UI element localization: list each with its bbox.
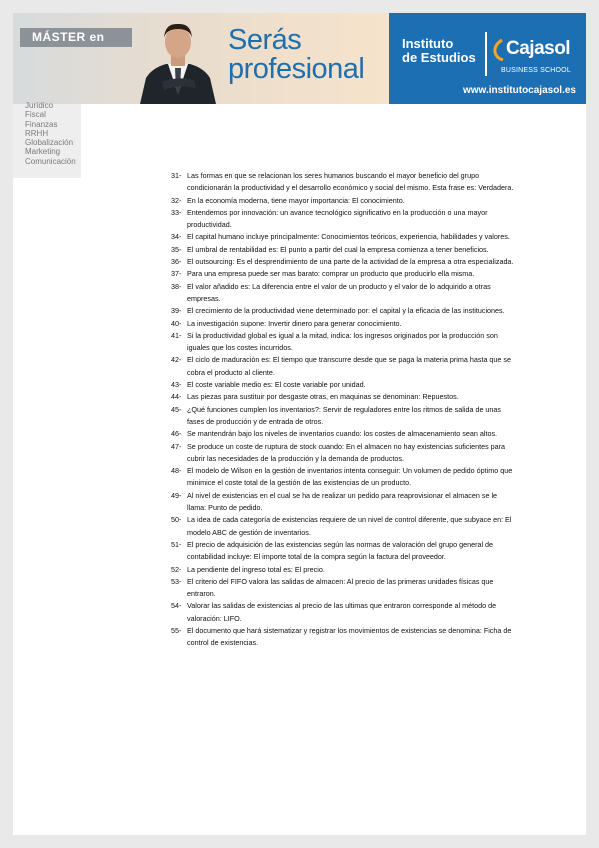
- question-text: El valor añadido es: La diferencia entre el valor de un producto y el valor de lo adquirido a otras empresas.: [187, 281, 491, 303]
- question-text: Para una empresa puede ser mas barato: comprar un producto que producirlo ella misma.: [187, 269, 475, 279]
- question-number: 39-: [171, 306, 182, 316]
- question-text: ¿Qué funciones cumplen los inventarios?: Servir de reguladores entre los ritmos de salida de unas fases de producción y de entrada de otros.: [187, 404, 502, 426]
- question-item: [171, 514, 518, 539]
- question-item: [171, 318, 518, 330]
- question-item: [171, 379, 518, 391]
- question-item: [171, 354, 518, 379]
- question-number: 36-: [171, 257, 182, 267]
- sidebar-item: RRHH: [25, 128, 49, 138]
- question-item: [171, 441, 518, 466]
- question-number: 45-: [171, 404, 182, 414]
- question-text: Entendemos por innovación: un avance tecnológico significativo en la producción o una mayor productividad.: [187, 207, 488, 230]
- question-number: 48-: [171, 466, 182, 476]
- question-number: 54-: [171, 601, 182, 611]
- question-number: 37-: [171, 269, 182, 279]
- question-number: 50-: [171, 515, 182, 525]
- question-text: El criterio del FIFO valora las salidas de almacen: Al precio de las primeras unidades físicas que entraron.: [187, 576, 494, 599]
- institute-name-line-1: Instituto: [402, 36, 454, 51]
- question-text: El outsourcing: Es el desprendimiento de una parte de la actividad de la empresa a otra especializada.: [187, 257, 514, 267]
- question-item: [171, 195, 518, 207]
- question-item: [171, 564, 518, 576]
- master-badge: MÁSTER en: [20, 28, 132, 47]
- question-number: 40-: [171, 318, 182, 328]
- question-text: Valorar las salidas de existencias al precio de las ultimas que entraron corresponde al método de valoración: LIFO.: [187, 601, 497, 623]
- question-text: El ciclo de maduración es: El tiempo que transcurre desde que se paga la materia prima hasta que se cobra el producto al cliente.: [187, 355, 512, 377]
- question-number: 53-: [171, 576, 182, 586]
- institute-name: [402, 37, 476, 65]
- question-text: Se mantendrán bajo los niveles de inventarios cuando: los costes de almacenamiento sean altos.: [187, 429, 498, 439]
- institute-banner: [389, 13, 586, 104]
- question-number: 52-: [171, 564, 182, 574]
- question-text: El precio de adquisición de las existencias según las normas de valoración del grupo general de contabilidad incluye: El importe total de la compra según la factura del proveedor.: [187, 539, 494, 562]
- question-item: [171, 170, 518, 195]
- businessman-photo: [138, 20, 218, 104]
- question-item: [171, 428, 518, 440]
- headline-line-1: Serás: [228, 24, 302, 56]
- sidebar-item: Jurídico: [25, 101, 54, 110]
- question-number: 43-: [171, 380, 182, 390]
- question-item: [171, 600, 518, 625]
- question-number: 46-: [171, 429, 182, 439]
- question-number: 38-: [171, 281, 182, 291]
- question-text: En la economía moderna, tiene mayor importancia: El conocimiento.: [187, 195, 405, 205]
- headline: [228, 26, 364, 84]
- question-item: [171, 256, 518, 268]
- question-number: 32-: [171, 195, 182, 205]
- question-item: [171, 625, 518, 650]
- question-text: El capital humano incluye principalmente: Conocimientos teóricos, experiencia, habilidades y valores.: [187, 232, 510, 242]
- banner-divider: [485, 32, 487, 76]
- question-number: 51-: [171, 539, 182, 549]
- sidebar-item: Comunicación: [25, 156, 76, 166]
- question-number: 49-: [171, 490, 182, 500]
- question-item: [171, 490, 518, 515]
- question-number: 31-: [171, 171, 182, 180]
- brand-subtitle: BUSINESS SCHOOL: [501, 67, 571, 74]
- question-text: La idea de cada categoría de existencias requiere de un nivel de control diferente, que subyace en: El modelo ABC de gestión de inventarios.: [187, 515, 512, 537]
- question-item: [171, 268, 518, 280]
- question-text: El coste variable medio es: El coste variable por unidad.: [187, 380, 366, 390]
- question-item: [171, 330, 518, 355]
- sidebar-areas-list: [25, 101, 76, 166]
- question-item: [171, 281, 518, 306]
- question-text: Al nivel de existencias en el cual se ha de realizar un pedido para reaprovisionar el almacen se le llama: Punto de pedido.: [187, 490, 498, 513]
- question-text: La pendiente del ingreso total es: El precio.: [187, 564, 325, 574]
- question-number: 35-: [171, 244, 182, 254]
- brand-name: Cajasol: [506, 38, 571, 59]
- question-number: 55-: [171, 625, 182, 635]
- sidebar-item: Globalización: [25, 138, 74, 148]
- question-text: Si la productividad global es igual a la mitad, indica: los ingresos originados por la producción son iguales que los costes incurridos.: [187, 330, 498, 353]
- question-item: [171, 391, 518, 403]
- question-item: [171, 244, 518, 256]
- question-text: El crecimiento de la productividad viene determinado por: el capital y la eficacia de las instituciones.: [187, 306, 505, 316]
- question-number: 42-: [171, 355, 182, 365]
- question-text: Las piezas para sustituir por desgaste otras, en maquinas se denominan: Repuestos.: [187, 392, 459, 402]
- website-url[interactable]: www.institutocajasol.es: [463, 85, 576, 96]
- question-text: Las formas en que se relacionan los seres humanos buscando el mayor beneficio del grupo condicionarán la productividad y el desarrollo económico y social del mismo. Esta frase es: Verdadera.: [187, 171, 514, 193]
- question-item: [171, 305, 518, 317]
- question-text: El umbral de rentabilidad es: El punto a partir del cual la empresa comienza a tener beneficios.: [187, 244, 489, 254]
- question-number: 34-: [171, 232, 182, 242]
- question-number: 33-: [171, 207, 182, 217]
- question-item: [171, 207, 518, 232]
- sidebar-item: Marketing: [25, 147, 61, 157]
- questions-list: [171, 170, 518, 650]
- question-number: 47-: [171, 441, 182, 451]
- question-item: [171, 539, 518, 564]
- institute-name-line-2: de Estudios: [402, 50, 476, 65]
- cajasol-logo-icon: [493, 39, 505, 61]
- sidebar-item: Fiscal: [25, 110, 46, 120]
- question-text: El documento que hará sistematizar y registrar los movimientos de existencias se denomina: Ficha de control de existencias.: [187, 625, 512, 648]
- question-text: La investigación supone: Invertir dinero para generar conocimiento.: [187, 318, 402, 328]
- sidebar-item: Finanzas: [25, 119, 58, 129]
- question-text: El modelo de Wilson en la gestión de inventarios intenta conseguir: Un volumen de pedido óptimo que minimice el coste total de la gestión de las existencias de un producto.: [187, 466, 513, 488]
- question-item: [171, 231, 518, 243]
- question-number: 41-: [171, 330, 182, 340]
- question-item: [171, 465, 518, 490]
- question-number: 44-: [171, 392, 182, 402]
- question-item: [171, 404, 518, 429]
- question-text: Se produce un coste de ruptura de stock cuando: En el almacen no hay existencias suficientes para cubrir las necesidades de la producción y la demanda de productos.: [187, 441, 506, 463]
- question-item: [171, 576, 518, 601]
- headline-line-2: profesional: [228, 53, 365, 85]
